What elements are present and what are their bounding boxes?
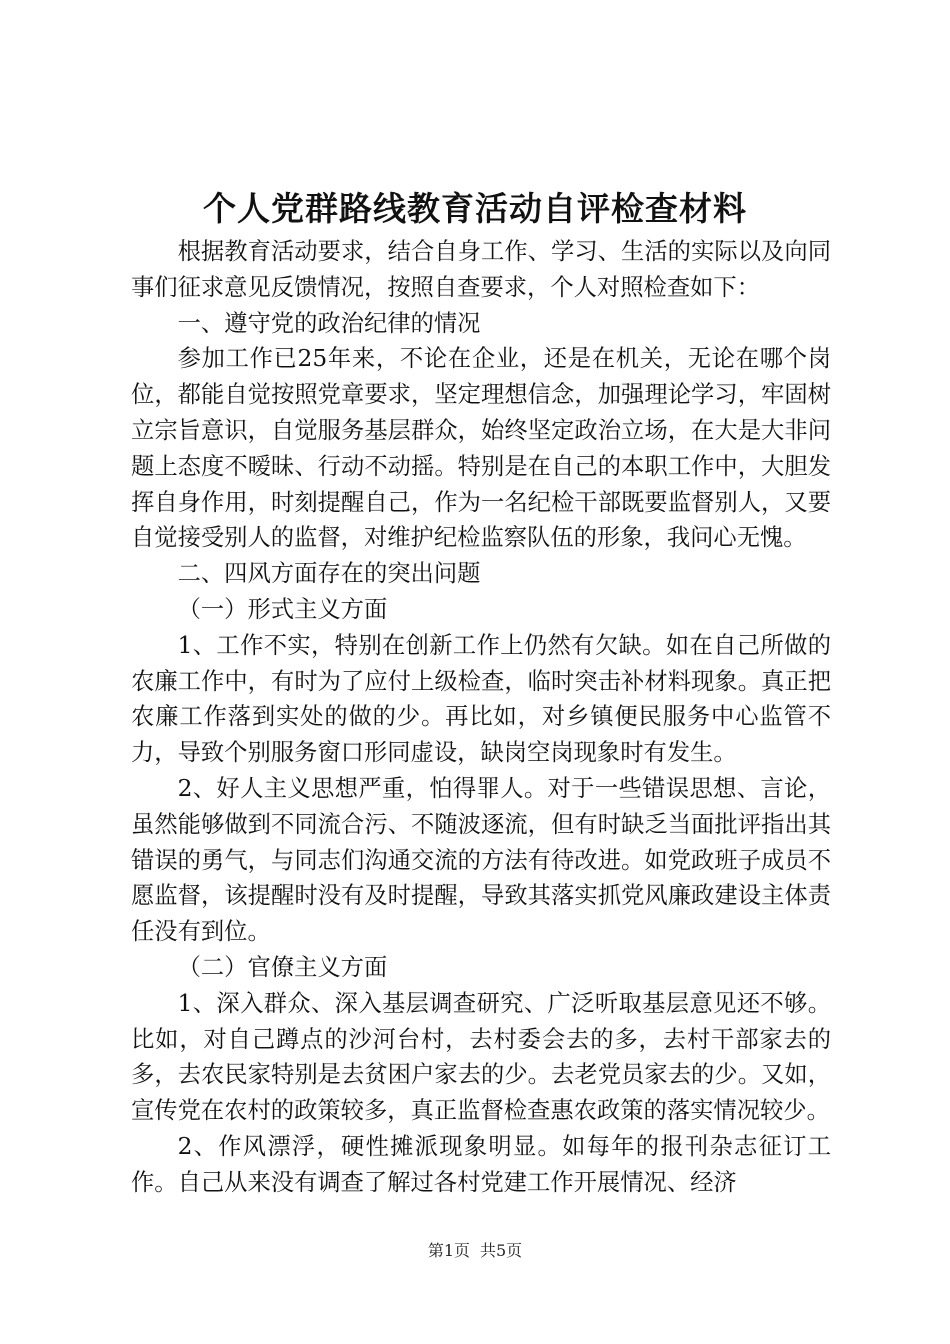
paragraph-intro: 根据教育活动要求，结合自身工作、学习、生活的实际以及向同事们征求意见反馈情况，按照自查要求，个人对照检查如下： <box>131 238 831 301</box>
section-heading-1: 一、遵守党的政治纪律的情况 <box>177 309 481 337</box>
page-footer <box>0 1240 950 1262</box>
page-total: 共5页 <box>480 1241 523 1260</box>
paragraph-bureaucracy-2: 2、作风漂浮，硬性摊派现象明显。如每年的报刊杂志征订工作。自己从来没有调查了解过各村党建工作开展情况、经济 <box>131 1132 831 1196</box>
paragraph-formalism-2: 2、好人主义思想严重，怕得罪人。对于一些错误思想、言论，虽然能够做到不同流合污、不随波逐流，但有时缺乏当面批评指出其错误的勇气，与同志们沟通交流的方法有待改进。如党政班子成员不愿监督，该提醒时没有及时提醒，导致其落实抓党风廉政建设主体责任没有到位。 <box>131 774 831 946</box>
paragraph-formalism-1: 1、工作不实，特别在创新工作上仍然有欠缺。如在自己所做的农廉工作中，有时为了应付上级检查，临时突击补材料现象。真正把农廉工作落到实处的做的少。再比如，对乡镇便民服务中心监管不力，导致个别服务窗口形同虚设，缺岗空岗现象时有发生。 <box>131 631 831 767</box>
section-heading-2: 二、四风方面存在的突出问题 <box>177 560 481 588</box>
paragraph-section-1: 参加工作已25年来，不论在企业，还是在机关，无论在哪个岗位，都能自觉按照党章要求，坚定理想信念，加强理论学习，牢固树立宗旨意识，自觉服务基层群众，始终坚定政治立场，在大是大非问题上态度不暧昧、行动不动摇。特别是在自己的本职工作中，大胆发挥自身作用，时刻提醒自己，作为一名纪检干部既要监督别人，又要自觉接受别人的监督，对维护纪检监察队伍的形象，我问心无愧。 <box>131 345 831 552</box>
paragraph-bureaucracy-1: 1、深入群众、深入基层调查研究、广泛听取基层意见还不够。比如，对自己蹲点的沙河台村，去村委会去的多，去村干部家去的多，去农民家特别是去贫困户家去的少。去老党员家去的少。又如，宣传党在农村的政策较多，真正监督检查惠农政策的落实情况较少。 <box>131 989 831 1125</box>
subsection-heading-formalism: （一）形式主义方面 <box>177 595 388 623</box>
document-title: 个人党群路线教育活动自评检查材料 <box>203 189 747 228</box>
document-body <box>131 234 831 1201</box>
page-number: 第1页 <box>427 1241 470 1260</box>
subsection-heading-bureaucracy: （二）官僚主义方面 <box>177 953 388 981</box>
